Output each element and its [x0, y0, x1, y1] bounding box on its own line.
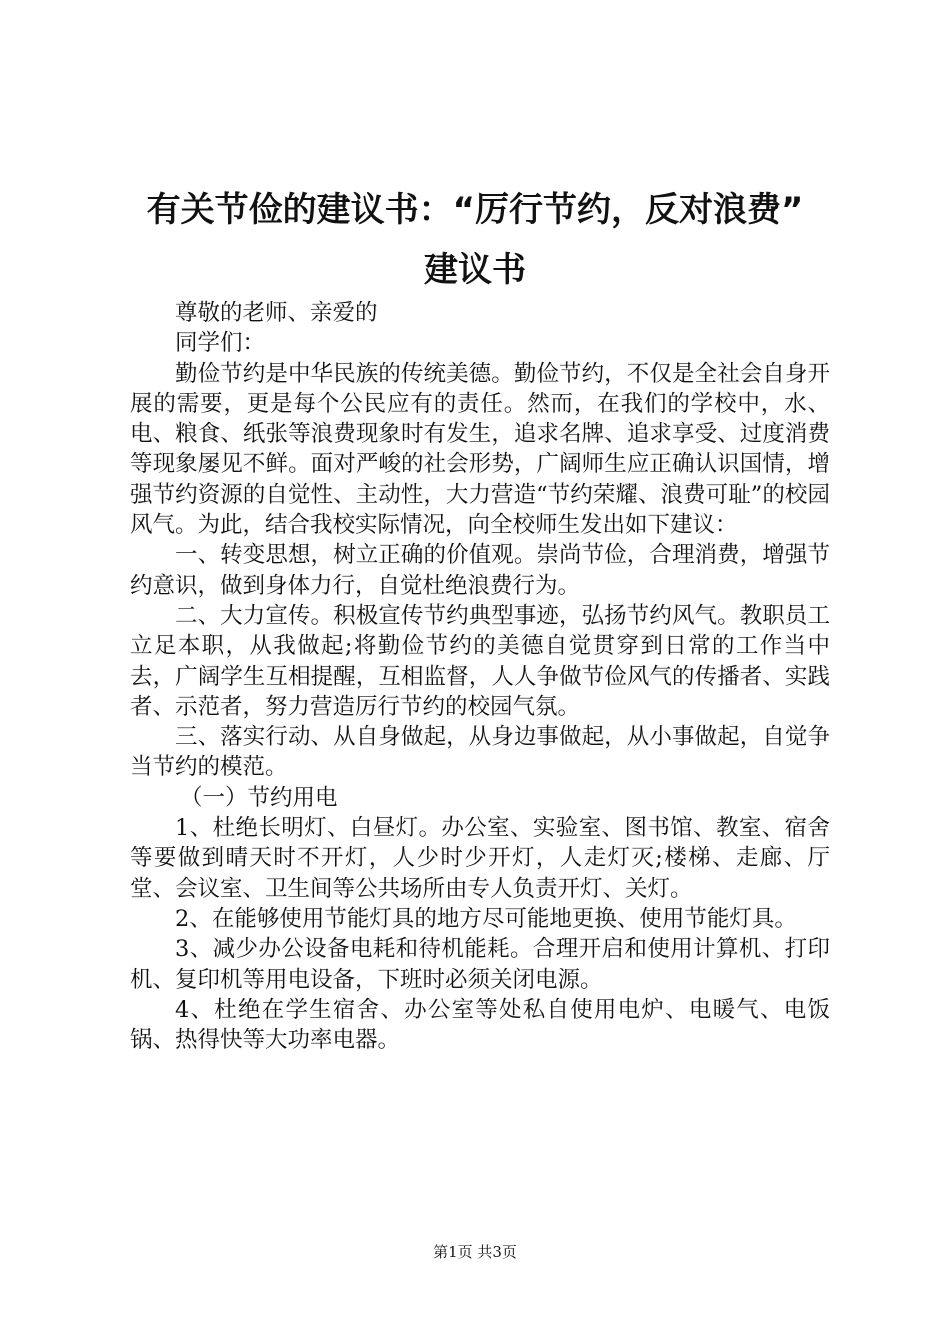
document-title-line1: 有关节俭的建议书：“厉行节约，反对浪费” — [146, 190, 804, 230]
document-body — [130, 298, 830, 1055]
subheading-save-electricity: （一）节约用电 — [180, 784, 338, 811]
list-item: 3、减少办公设备电耗和待机能耗。合理开启和使用计算机、打印机、复印机等用电设备，下班时必须关闭电源。 — [130, 936, 830, 993]
paragraph-suggestion-1: 一、转变思想，树立正确的价值观。崇尚节俭，合理消费，增强节约意识，做到身体力行，自觉杜绝浪费行为。 — [130, 542, 830, 599]
salutation-line1: 尊敬的老师、亲爱的 — [175, 300, 378, 326]
page-number-footer: 第1页 共3页 — [433, 1243, 517, 1261]
list-item: 4、杜绝在学生宿舍、办公室等处私自使用电炉、电暖气、电饭锅、热得快等大功率电器。 — [130, 996, 830, 1054]
list-item: 1、杜绝长明灯、白昼灯。办公室、实验室、图书馆、教室、宿舍等要做到晴天时不开灯，人少时少开灯，人走灯灭;楼梯、走廊、厅堂、会议室、卫生间等公共场所由专人负责开灯、关灯。 — [130, 815, 830, 902]
list-item: 2、在能够使用节能灯具的地方尽可能地更换、使用节能灯具。 — [175, 905, 797, 932]
paragraph-suggestion-3: 三、落实行动、从自身做起，从身边事做起，从小事做起，自觉争当节约的模范。 — [130, 724, 830, 781]
document-title-line2: 建议书 — [424, 250, 526, 290]
paragraph-suggestion-2: 二、大力宣传。积极宣传节约典型事迹，弘扬节约风气。教职员工立足本职，从我做起;将勤俭节约的美德自觉贯穿到日常的工作当中去，广阔学生互相提醒，互相监督，人人争做节俭风气的传播者、实践者、示范者，努力营造厉行节约的校园气氛。 — [130, 602, 830, 720]
salutation-line2: 同学们： — [175, 330, 266, 357]
paragraph-intro: 勤俭节约是中华民族的传统美德。勤俭节约，不仅是全社会自身开展的需要，更是每个公民应有的责任。然而，在我们的学校中，水、电、粮食、纸张等浪费现象时有发生，追求名牌、追求享受、过度消费等现象屡见不鲜。面对严峻的社会形势，广阔师生应正确认识国情，增强节约资源的自觉性、主动性，大力营造“节约荣耀、浪费可耻”的校园风气。为此，结合我校实际情况，向全校师生发出如下建议： — [130, 360, 830, 539]
